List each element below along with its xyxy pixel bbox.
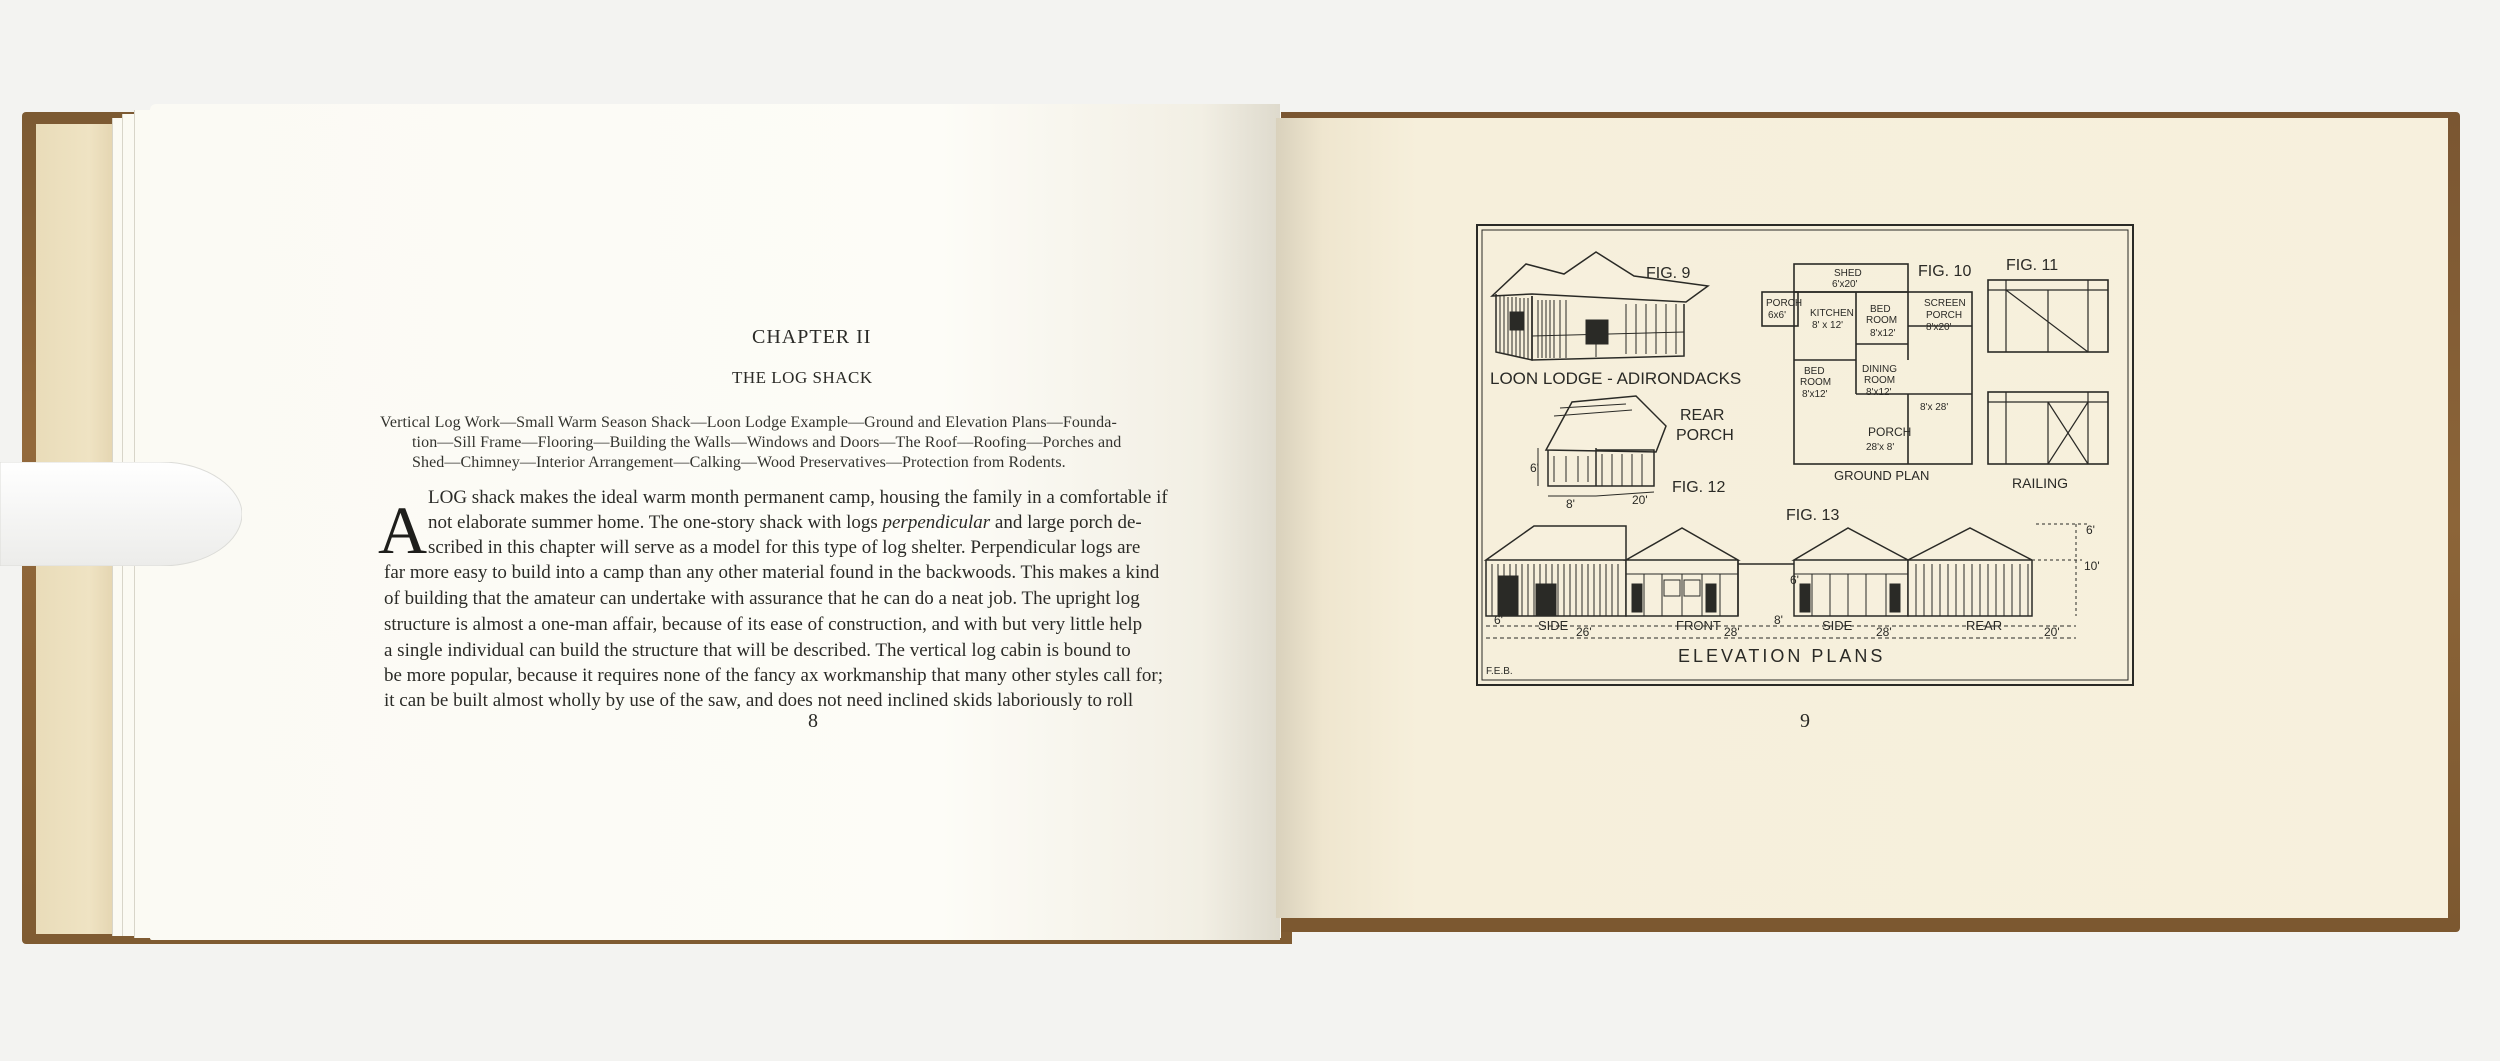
room-label: KITCHEN	[1810, 308, 1854, 319]
room-dim: 8'x12'	[1866, 387, 1892, 398]
rear-porch-label: PORCH	[1676, 427, 1734, 444]
ground-plan-label: GROUND PLAN	[1834, 468, 1930, 483]
fig13-elevation-plans	[1486, 507, 2100, 677]
room-label: ROOM	[1800, 377, 1832, 388]
elevation-dim: 20'	[2044, 625, 2060, 639]
room-label: ROOM	[1864, 375, 1896, 386]
synopsis-line: Shed—Chimney—Interior Arrangement—Calking—Wood Preservatives—Protection from Rodents.	[412, 454, 1066, 471]
room-dim: 8' x 12'	[1812, 320, 1844, 331]
room-label: DINING	[1862, 364, 1897, 375]
chapter-title: THE LOG SHACK	[732, 368, 873, 387]
fig9-caption: LOON LODGE - ADIRONDACKS	[1490, 369, 1742, 388]
elevation-label: SIDE	[1822, 618, 1853, 633]
room-dim: 8'x20'	[1926, 322, 1952, 333]
rear-porch-label: REAR	[1680, 407, 1725, 424]
room-label: PORCH	[1766, 298, 1803, 309]
fig11-railing	[1988, 257, 2108, 491]
italic-word: perpendicular	[882, 512, 991, 533]
elevation-label: REAR	[1966, 618, 2003, 633]
room-dim: 8'x12'	[1802, 389, 1828, 400]
body-line: scribed in this chapter will serve as a model for this type of log shelter. Perpendicular logs are	[428, 537, 1141, 558]
room-label: PORCH	[1926, 310, 1963, 321]
illustration-plate	[1476, 224, 2134, 686]
fig10-ground-plan	[1762, 263, 1972, 483]
elevation-dim: 10'	[2084, 559, 2100, 573]
elevation-dim: 28'	[1724, 625, 1740, 639]
elevation-label: FRONT	[1676, 618, 1721, 633]
fig11-label: FIG. 11	[2006, 257, 2059, 274]
body-line: structure is almost a one-man affair, because of its ease of construction, and with but very little help	[384, 614, 1143, 635]
room-label: SCREEN	[1924, 298, 1966, 309]
fig12-dim: 6'	[1530, 461, 1539, 475]
body-line: far more easy to build into a camp than any other material found in the backwoods. This makes a kind	[384, 562, 1160, 583]
room-label: ROOM	[1866, 315, 1898, 326]
elevation-dim: 8'	[1774, 613, 1783, 627]
fig12-label: FIG. 12	[1672, 479, 1726, 496]
fig12-dim: 8'	[1566, 497, 1575, 511]
room-dim: 8'x12'	[1870, 328, 1896, 339]
room-label: BED	[1870, 304, 1891, 315]
room-label: BED	[1804, 366, 1825, 377]
fig9-cabin-drawing	[1490, 252, 1741, 388]
page-number-right: 9	[1800, 710, 1810, 732]
body-line: it can be built almost wholly by use of the saw, and does not need inclined skids laboriously to roll	[384, 690, 1134, 711]
fig12-rear-porch-drawing	[1530, 396, 1734, 511]
fig12-dim: 20'	[1632, 493, 1648, 507]
fig9-label: FIG. 9	[1646, 265, 1691, 282]
elevation-dim: 26'	[1576, 625, 1592, 639]
chapter-heading: CHAPTER II	[752, 326, 872, 348]
body-line: not elaborate summer home. The one-story shack with logs perpendicular and large porch de-	[428, 512, 1142, 533]
room-label: PORCH	[1868, 425, 1912, 439]
elevation-dim: 28'	[1876, 625, 1892, 639]
fig10-label: FIG. 10	[1918, 263, 1972, 280]
bookmark	[0, 462, 242, 566]
elevation-dim: 6'	[1790, 573, 1799, 587]
room-dim: 28'x 8'	[1866, 442, 1895, 453]
elevation-dim: 6'	[2086, 523, 2095, 537]
room-dim: 6x6'	[1768, 310, 1787, 321]
elevation-label: SIDE	[1538, 618, 1569, 633]
body-line: LOG shack makes the ideal warm month permanent camp, housing the family in a comfortable if	[428, 487, 1168, 508]
room-dim: 6'x20'	[1832, 279, 1858, 290]
synopsis-line: Vertical Log Work—Small Warm Season Shack—Loon Lodge Example—Ground and Elevation Plans—Founda-	[380, 414, 1117, 431]
synopsis-line: tion—Sill Frame—Flooring—Building the Walls—Windows and Doors—The Roof—Roofing—Porches and	[412, 434, 1122, 451]
fig13-label: FIG. 13	[1786, 507, 1840, 524]
artist-initials: F.E.B.	[1486, 666, 1513, 677]
room-label: SHED	[1834, 268, 1862, 279]
room-dim: 8'x 28'	[1920, 402, 1949, 413]
railing-label: RAILING	[2012, 475, 2069, 491]
body-line: a single individual can build the structure that will be described. The vertical log cabin is bound to	[384, 640, 1131, 661]
drop-cap: A	[378, 492, 428, 568]
elevation-plans-title: ELEVATION PLANS	[1678, 646, 1886, 666]
page-number-left: 8	[808, 710, 818, 732]
elevation-dim: 6'	[1494, 613, 1503, 627]
body-line: be more popular, because it requires none of the fancy ax workmanship that many other styles call for;	[384, 665, 1164, 686]
body-line: of building that the amateur can undertake with assurance that he can do a neat job. The upright log	[384, 588, 1140, 609]
